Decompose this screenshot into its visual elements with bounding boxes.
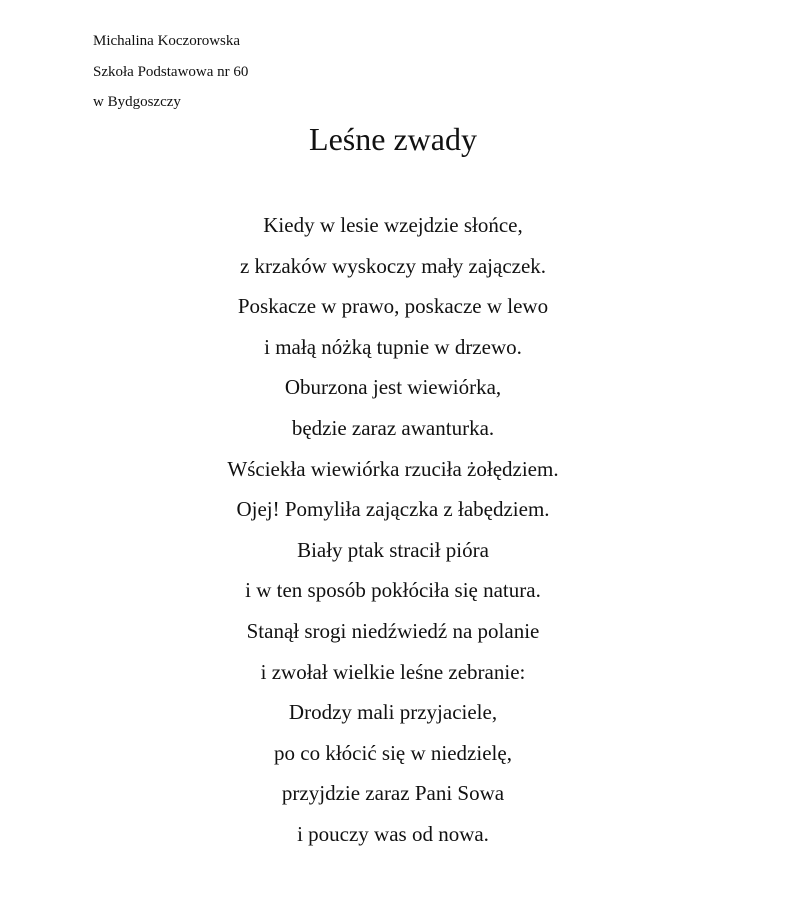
poem-line: i zwołał wielkie leśne zebranie: bbox=[260, 659, 526, 684]
poem-line: z krzaków wyskoczy mały zajączek. bbox=[239, 253, 547, 278]
school-city: w Bydgoszczy bbox=[93, 94, 181, 110]
poem-line: Kiedy w lesie wzejdzie słońce, bbox=[263, 213, 523, 237]
poem-line: Poskacze w prawo, poskacze w lewo bbox=[237, 294, 549, 319]
school-name: Szkoła Podstawowa nr 60 bbox=[93, 63, 249, 80]
poem-line: po co kłócić się w niedzielę, bbox=[274, 740, 512, 765]
poem-line: przyjdzie zaraz Pani Sowa bbox=[281, 781, 505, 806]
poem-line: i w ten sposób pokłóciła się natura. bbox=[245, 578, 541, 603]
poem-body bbox=[0, 205, 786, 855]
poem-line: Drodzy mali przyjaciele, bbox=[288, 700, 498, 725]
poem-line: Stanął srogi niedźwiedź na polanie bbox=[246, 618, 540, 643]
poem-line: Ojej! Pomyliła zajączka z łabędziem. bbox=[236, 497, 550, 522]
poem-title: Leśne zwady bbox=[309, 121, 477, 157]
poem-line: i małą nóżką tupnie w drzewo. bbox=[264, 334, 522, 359]
author-name: Michalina Koczorowska bbox=[93, 33, 241, 49]
poem-line: i pouczy was od nowa. bbox=[297, 821, 489, 846]
poem-line: Biały ptak stracił pióra bbox=[297, 537, 489, 562]
poem-line: Oburzona jest wiewiórka, bbox=[284, 375, 502, 400]
poem-line: będzie zaraz awanturka. bbox=[291, 415, 495, 440]
author-info bbox=[93, 26, 453, 118]
poem-line: Wściekła wiewiórka rzuciła żołędziem. bbox=[227, 456, 559, 481]
